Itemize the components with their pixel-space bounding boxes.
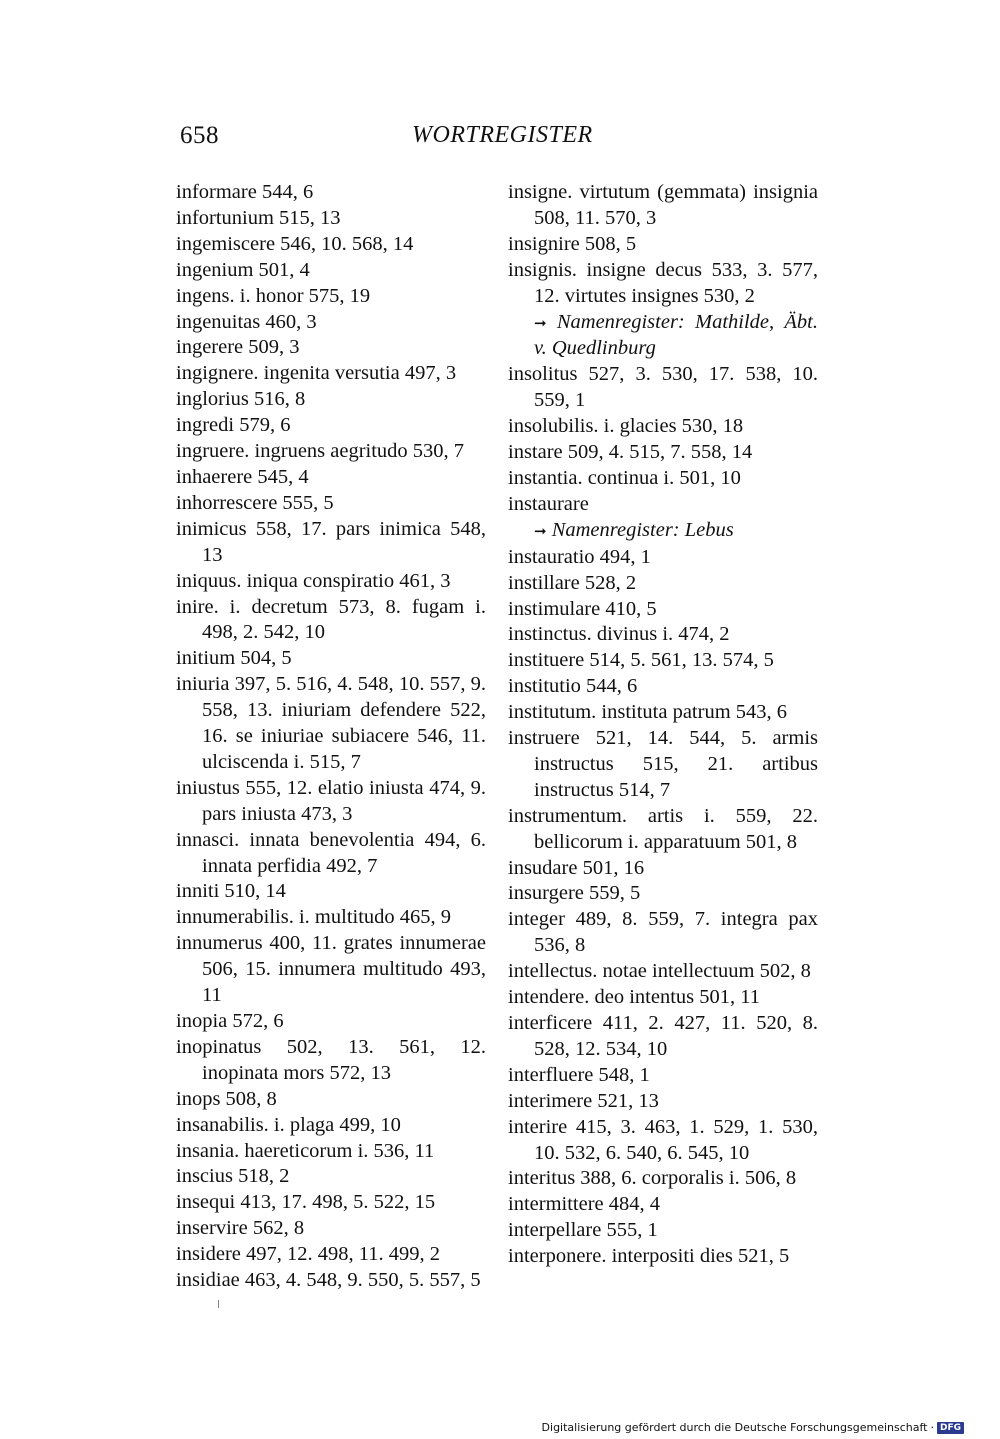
index-entry: interponere. interpositi dies 521, 5 (508, 1245, 790, 1268)
index-entry: insolubilis. i. glacies 530, 18 (508, 415, 744, 438)
index-column-left (176, 180, 486, 1294)
index-entry: instillare 528, 2 (508, 571, 637, 594)
index-entry: ingruere. ingruens aegritudo 530, 7 (176, 440, 465, 463)
index-entry: instruere 521, 14. 544, 5. armis instructus 515, 21. artibus instructus 514, 7 (508, 727, 818, 801)
index-entry: inops 508, 8 (176, 1087, 277, 1110)
index-entry: innumerus 400, 11. grates innumerae 506, 15. innumera multitudo 493, 11 (176, 932, 486, 1007)
print-mark (218, 1300, 219, 1308)
index-entry: interfluere 548, 1 (508, 1063, 650, 1086)
credit-text: Digitalisierung gefördert durch die Deutsche Forschungsgemeinschaft (541, 1421, 928, 1434)
index-entry: intellectus. notae intellectuum 502, 8 (508, 960, 811, 983)
index-entry: infortunium 515, 13 (176, 206, 341, 229)
index-entry: insudare 501, 16 (508, 856, 645, 879)
index-entry: innasci. innata benevolentia 494, 6. innata perfidia 492, 7 (176, 828, 486, 877)
index-entry: iniuria 397, 5. 516, 4. 548, 10. 557, 9. 558, 13. iniuriam defendere 522, 16. se iniuriae subiacere 546, 11. ulciscenda i. 515, 7 (176, 673, 486, 773)
index-entry: instantia. continua i. 501, 10 (508, 466, 741, 489)
index-entry: insignire 508, 5 (508, 232, 637, 255)
page-number: 658 (180, 122, 219, 149)
index-entry: inimicus 558, 17. pars inimica 548, 13 (176, 517, 486, 566)
index-entry (508, 258, 818, 363)
index-entry: interimere 521, 13 (508, 1089, 659, 1112)
index-entry: inscius 518, 2 (176, 1165, 290, 1188)
index-column-right (508, 180, 818, 1270)
index-entry: insanabilis. i. plaga 499, 10 (176, 1113, 401, 1136)
index-entry: inglorius 516, 8 (176, 388, 306, 411)
index-entry (508, 492, 818, 545)
arrow-right-icon: ➞ (534, 521, 547, 540)
index-entry: ingemiscere 546, 10. 568, 14 (176, 232, 414, 255)
index-entry: inopia 572, 6 (176, 1010, 284, 1032)
index-entry-text: instaurare (508, 492, 589, 515)
index-entry: inopinatus 502, 13. 561, 12. inopinata mors 572, 13 (176, 1035, 486, 1084)
index-entry: instituere 514, 5. 561, 13. 574, 5 (508, 649, 774, 672)
index-entry: iniustus 555, 12. elatio iniusta 474, 9. pars iniusta 473, 3 (176, 776, 486, 825)
index-entry: insidere 497, 12. 498, 11. 499, 2 (176, 1243, 441, 1266)
index-entry: insolitus 527, 3. 530, 17. 538, 10. 559, 1 (508, 363, 818, 412)
index-entry: instinctus. divinus i. 474, 2 (508, 623, 730, 646)
index-entry: intermittere 484, 4 (508, 1193, 660, 1216)
cross-reference-text: Namenregister: Mathilde, Äbt. v. Quedlinburg (534, 310, 818, 360)
index-entry: insigne. virtutum (gemmata) insignia 508, 11. 570, 3 (508, 181, 818, 229)
index-entry: integer 489, 8. 559, 7. integra pax 536, 8 (508, 908, 818, 957)
index-entry: intendere. deo intentus 501, 11 (508, 986, 761, 1009)
index-entry: ingredi 579, 6 (176, 414, 291, 437)
index-entry: interficere 411, 2. 427, 11. 520, 8. 528, 12. 534, 10 (508, 1012, 818, 1060)
index-entry: institutio 544, 6 (508, 675, 638, 698)
index-entry: inservire 562, 8 (176, 1217, 305, 1240)
index-entry: ingignere. ingenita versutia 497, 3 (176, 362, 457, 385)
index-entry: insurgere 559, 5 (508, 882, 641, 905)
cross-reference-text: Namenregister: Lebus (551, 518, 734, 541)
index-entry: instrumentum. artis i. 559, 22. bellicorum i. apparatuum 501, 8 (508, 804, 818, 853)
index-entry: initium 504, 5 (176, 647, 292, 670)
index-entry: instauratio 494, 1 (508, 545, 651, 568)
index-entry: interire 415, 3. 463, 1. 529, 1. 530, 10. 532, 6. 540, 6. 545, 10 (508, 1115, 818, 1164)
credit-separator: · (930, 1421, 934, 1434)
dfg-logo: DFG (937, 1422, 964, 1434)
arrow-right-icon: ➞ (534, 313, 547, 332)
index-entry: instimulare 410, 5 (508, 597, 657, 620)
index-entry: inhorrescere 555, 5 (176, 491, 334, 514)
index-entry: insidiae 463, 4. 548, 9. 550, 5. 557, 5 (176, 1269, 481, 1292)
index-entry: institutum. instituta patrum 543, 6 (508, 701, 788, 724)
index-entry: inire. i. decretum 573, 8. fugam i. 498, 2. 542, 10 (176, 595, 486, 644)
index-entry: iniquus. iniqua conspiratio 461, 3 (176, 569, 451, 592)
cross-reference (534, 518, 818, 545)
index-entry: insania. haereticorum i. 536, 11 (176, 1139, 435, 1162)
cross-reference (534, 310, 818, 363)
index-entry: inniti 510, 14 (176, 880, 286, 903)
index-entry: ingenium 501, 4 (176, 258, 310, 281)
digitization-credit (542, 1421, 964, 1434)
index-entry: interitus 388, 6. corporalis i. 506, 8 (508, 1167, 797, 1190)
index-entry: interpellare 555, 1 (508, 1219, 658, 1242)
running-title: WORTREGISTER (412, 122, 593, 148)
index-entry-text: insignis. insigne decus 533, 3. 577, 12. virtutes insignes 530, 2 (508, 258, 818, 307)
index-entry: instare 509, 4. 515, 7. 558, 14 (508, 441, 753, 464)
index-entry: innumerabilis. i. multitudo 465, 9 (176, 906, 452, 929)
index-entry: ingerere 509, 3 (176, 336, 300, 359)
index-entry: ingenuitas 460, 3 (176, 310, 317, 333)
index-entry: ingens. i. honor 575, 19 (176, 284, 371, 307)
index-entry: informare 544, 6 (176, 181, 314, 203)
index-entry: inhaerere 545, 4 (176, 465, 309, 488)
index-entry: insequi 413, 17. 498, 5. 522, 15 (176, 1191, 436, 1214)
